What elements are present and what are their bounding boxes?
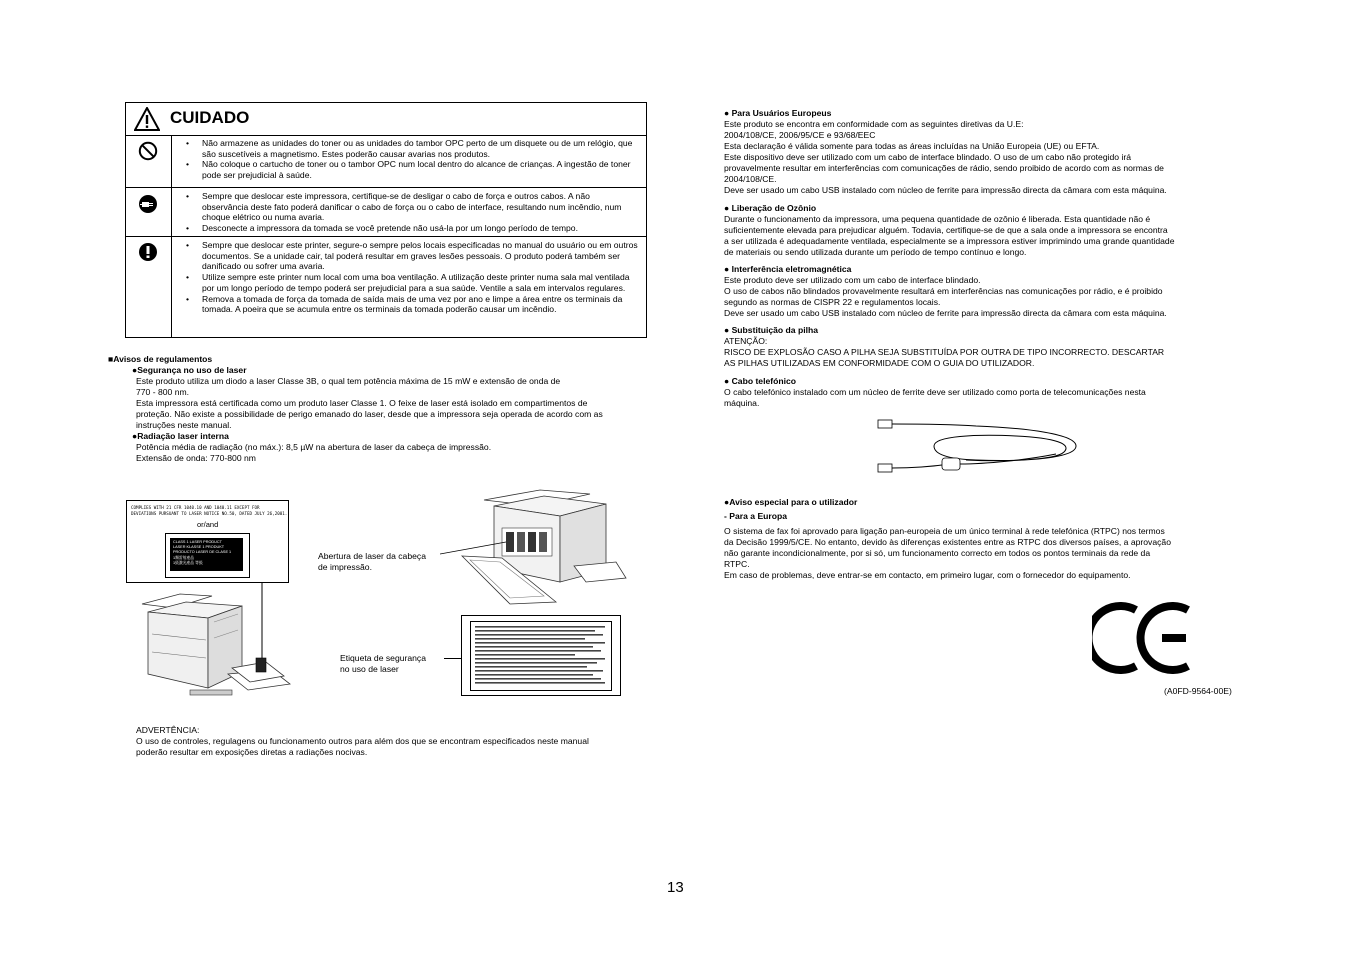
laser-safety-title: ●Segurança no uso de laser xyxy=(132,365,247,375)
callout-line xyxy=(444,658,462,659)
laser-safety-label xyxy=(461,615,621,696)
printer-illustration xyxy=(122,578,302,704)
printer-open-illustration xyxy=(440,486,630,610)
callout-safety-label: Etiqueta de segurança no uso de laser xyxy=(340,653,427,674)
list-item: • Utilize sempre este printer num local com uma boa ventilação. A utilização deste printer numa sala mal ventilada por um longo período de tempo poderá ser prejudicial para a sua saúde. Ventile a sala em intervalos regulares. xyxy=(186,272,638,293)
europe-title: - Para a Europa xyxy=(724,511,788,521)
warning-triangle-icon xyxy=(134,107,160,131)
label-or-and: or/and xyxy=(197,520,219,529)
caution-row-1 xyxy=(126,135,646,188)
prohibition-icon xyxy=(138,141,158,161)
list-item: • Remova a tomada de força da tomada de saída mais de uma vez por ano e limpe a área entre os terminais da tomada. A poeira que se acumula entre os terminais da tomada poderão causar um incêndio. xyxy=(186,294,638,315)
battery-title: ● Substituição da pilha xyxy=(724,325,819,335)
warning-text: O uso de controles, regulagens ou funcionamento outros para além dos que se encontram especificados neste manual poderão resultar em exposições diretas a radiações nocivas. xyxy=(136,736,589,757)
unplug-icon xyxy=(138,194,158,214)
document-code: (A0FD-9564-00E) xyxy=(1164,686,1232,696)
eu-title: ● Para Usuários Europeus xyxy=(724,108,832,118)
reg-title: ■Avisos de regulamentos xyxy=(108,354,213,364)
laser-safety-text: Este produto utiliza um diodo a laser Classe 3B, o qual tem potência máxima de 15 mW e extensão de onda de 770 - 800 nm. Esta impressora está certificada como um produto laser Classe 1. O feixe de laser está isolado em compartimentos de proteção. Não existe a possibilidade de perigo emanado do laser, desde que a impressora seja operada de acordo com as instruções neste manual. xyxy=(136,376,603,430)
laser-compliance-label: COMPLIES WITH 21 CFR 1040.10 AND 1040.11 EXCEPT FOR DEVIATIONS PURSUANT TO LASER NOTICE NO.50, DATED JULY 26,2001. or/and CLASS 1 LASER PRODUCT LASER KLASSE 1 PRODUKT PRODUCTO LASER DE CLASE 1 1類雷射產品 1級激光產品 等級 xyxy=(126,500,289,583)
list-item: • Sempre que deslocar este printer, segure-o sempre pelos locais especificadas no manual do usuário ou em outros documentos. Se a unidade cair, tal poderá resultar em graves lesões pessoais. O produto poderá também ser danificado ou sofrer uma avaria. xyxy=(186,240,638,272)
caution-row-3-list xyxy=(186,240,638,315)
caution-row-3 xyxy=(126,237,646,338)
caution-title: CUIDADO xyxy=(170,108,250,127)
laser-class-badge: CLASS 1 LASER PRODUCT LASER KLASSE 1 PRODUKT PRODUCTO LASER DE CLASE 1 1類雷射產品 1級激光產品 等級 xyxy=(170,538,243,571)
list-item: • Desconecte a impressora da tomada se você pretende não usá-la por um longo período de tempo. xyxy=(186,223,638,234)
radiation-text: Potência média de radiação (no máx.): 8,5 µW na abertura de laser da cabeça de impressão. Extensão de onda: 770-800 nm xyxy=(136,442,492,463)
page-number: 13 xyxy=(667,879,684,896)
callout-aperture: Abertura de laser da cabeça de impressão. xyxy=(318,551,426,572)
phone-title: ● Cabo telefónico xyxy=(724,376,797,386)
caution-row-2 xyxy=(126,188,646,237)
ozone-title: ● Liberação de Ozônio xyxy=(724,203,817,213)
list-item: • Não armazene as unidades do toner ou as unidades do tambor OPC perto de um disquete ou de um relógio, que são suscetíveis a magnetismo. Estes poderão causar avarias nos produtos. xyxy=(186,138,638,159)
phone-cable-icon xyxy=(876,414,1086,490)
right-column: ● Para Usuários Europeus Este produto se encontra em conformidade com as seguintes diretivas da U.E: 2004/108/CE, 2006/95/CE e 93/68/EEC Esta declaração é válida somente para todas as áreas incluídas na União Europeia (UE) ou EFTA. Este dispositivo deve ser utilizado com um cabo de interface blindado. O uso de um cabo não protegido irá provavelmente resultar em interferências com comunicações de rádio, sendo proibido de acordo com as normas de 2004/108/CE. Deve ser usado um cabo USB instalado com núcleo de ferrite para impressão directa da câmara com esta máquina. ● Liberação de Ozônio Durante o funcionamento da impressora, uma pequena quantidade de ozônio é liberada. Esta quantidade não é suficientemente elevada para prejudicar alguém. Todavia, certifique-se de que a sala onde a impressora se encontra a ser utilizada é adequadamente ventilada, especialmente se a impressora estiver imprimindo uma grande quantidade de materiais ou sendo utilizada durante um período de tempo contínuo e longo. ● Interferência eletromagnética Este produto deve ser utilizado com um cabo de interface blindado. O uso de cabos não blindados provavelmente resultará em interferências nas comunicações por rádio, e é proibido segundo as normas de CISPR 22 e regulamentos locais. Deve ser usado um cabo USB instalado com núcleo de ferrite para impressão directa da câmara com esta máquina. ● Substituição da pilha ATENÇÃO: RISCO DE EXPLOSÃO CASO A PILHA SEJA SUBSTITUÍDA POR OUTRA DE TIPO INCORRECTO. DESCARTAR AS PILHAS UTILIZADAS EM CONFORMIDADE COM O GUIA DO UTILIZADOR. ● Cabo telefónico O cabo telefónico instalado com um núcleo de ferrite deve ser utilizado como porta de telecomunicações nesta máquina. xyxy=(724,108,1244,409)
radiation-title: ●Radiação laser interna xyxy=(132,431,229,441)
caution-table xyxy=(125,102,647,338)
label-text-lines xyxy=(471,622,611,690)
caution-row-1-list xyxy=(186,138,638,181)
caution-row-2-list xyxy=(186,191,638,234)
special-title: ●Aviso especial para o utilizador xyxy=(724,497,858,507)
emi-title: ● Interferência eletromagnética xyxy=(724,264,852,274)
ce-mark-icon xyxy=(1092,602,1194,674)
list-item: • Não coloque o cartucho de toner ou o tambor OPC num local dentro do alcance de crianças. A ingestão de toner pode ser prejudicial à saúde. xyxy=(186,159,638,180)
mandatory-icon xyxy=(138,242,158,262)
list-item: • Sempre que deslocar este impressora, certifique-se de desligar o cabo de força e outros cabos. A não observância deste fato poderá danificar o cabo de força ou o cabo de interface, resultando num incêndio, num choque elétrico ou numa avaria. xyxy=(186,191,638,223)
warning-title: ADVERTÊNCIA: xyxy=(136,725,200,735)
caution-header xyxy=(126,103,646,136)
special-notice: ●Aviso especial para o utilizador - Para a Europa O sistema de fax foi aprovado para ligação pan-europeia de um único terminal à rede telefónica (RTPC) nos termos da Decisão 1999/5/CE. No entanto, devido às diferenças existentes entre as RTPC dos diversos países, a aprovação não garante incondicionalmente, por si só, um funcionamento correcto em todos os pontos terminais da rede da RTPC. Em caso de problemas, deve entrar-se em contacto, em primeiro lugar, com o fornecedor do equipamento. xyxy=(724,497,1244,581)
